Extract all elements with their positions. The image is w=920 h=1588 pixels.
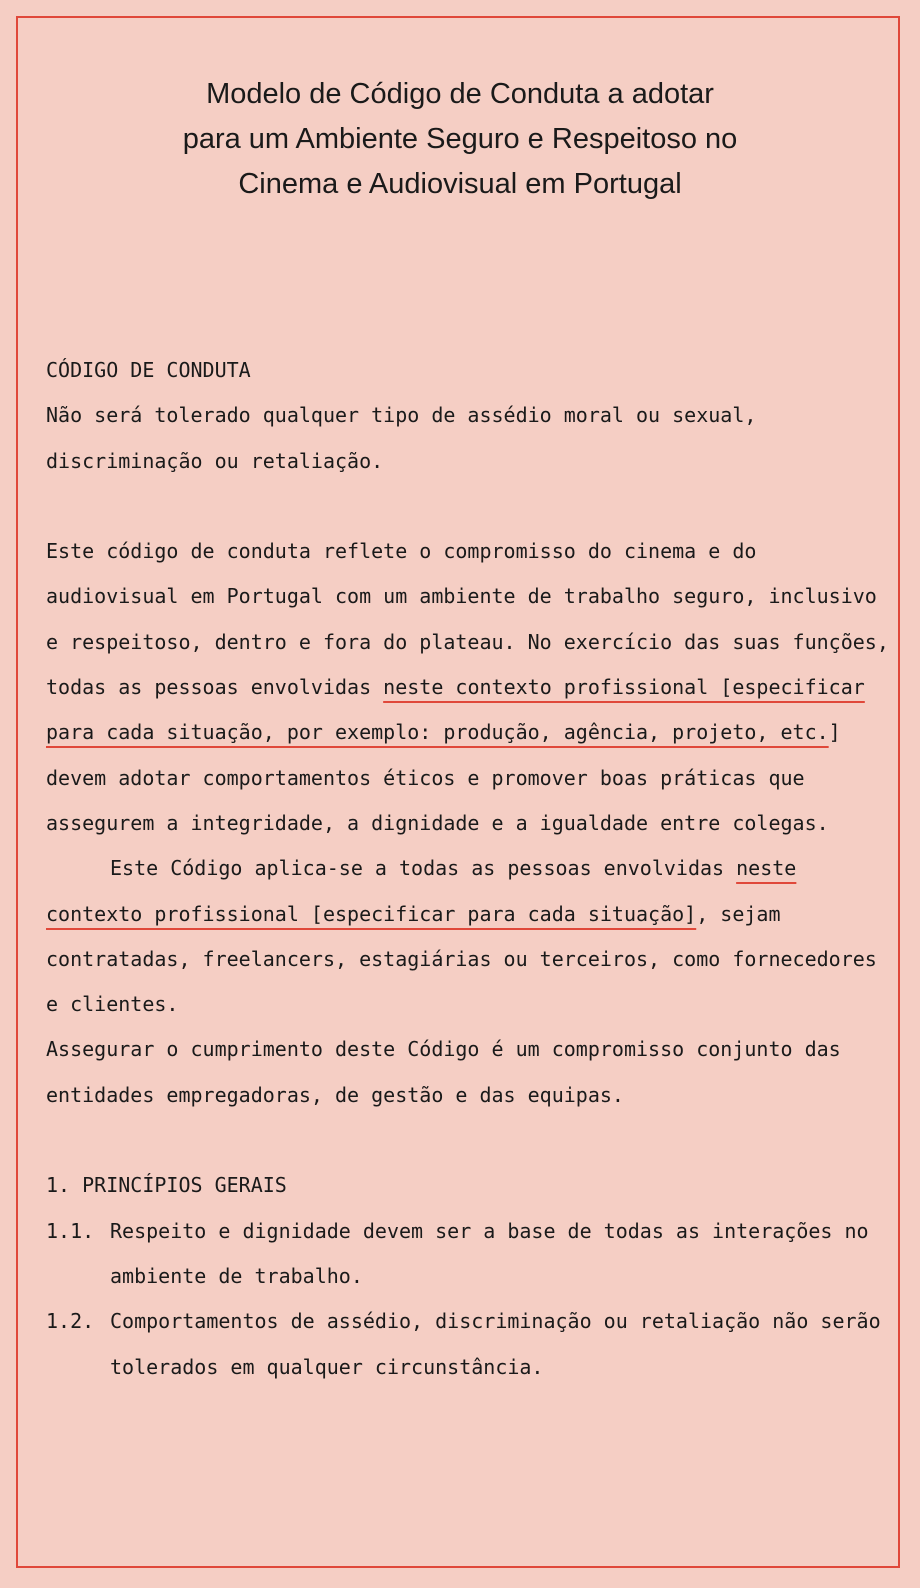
list-item: [46, 1209, 896, 1300]
list-item-number: 1.2.: [46, 1309, 95, 1334]
document-body: [46, 348, 896, 1390]
paragraph-scope: [46, 846, 896, 1027]
list-item-number: 1.1.: [46, 1218, 95, 1243]
paragraph-text: , sejam contratadas, freelancers, estagiárias ou terceiros, como fornecedores e clientes.: [46, 901, 877, 1017]
placeholder-underlined-text: neste contexto profissional [especificar para cada situação]: [46, 856, 797, 926]
spacer: [46, 1118, 896, 1163]
list-item-text: Comportamentos de assédio, discriminação ou retaliação não serão tolerados em qualquer circunstância.: [110, 1309, 881, 1379]
placeholder-underlined-text: neste contexto profissional [especificar para cada situação, por exemplo: produção, agência, projeto, etc.: [46, 675, 865, 745]
paragraph-text: Este Código aplica-se a todas as pessoas envolvidas: [110, 856, 737, 881]
document-title: Modelo de Código de Conduta a adotar para um Ambiente Seguro e Respeitoso no Cinema e Audiovisual em Portugal: [182, 78, 738, 200]
intro-statement: Não será tolerado qualquer tipo de assédio moral ou sexual, discriminação ou retaliação.: [46, 403, 757, 473]
paragraph-commitment: [46, 529, 896, 846]
section-heading-general-principles: 1. PRINCÍPIOS GERAIS: [46, 1173, 287, 1198]
paragraph-text: ] devem adotar comportamentos éticos e promover boas práticas que assegurem a integridade, a dignidade e a igualdade entre colegas.: [46, 720, 841, 835]
paragraph-text: Este código de conduta reflete o compromisso do cinema e do audiovisual em Portugal com um ambiente de trabalho seguro, inclusivo e respeitoso, dentro e fora do plateau. No exercício das suas funções, todas as pessoas envolvidas: [46, 539, 889, 700]
paragraph-compliance: Assegurar o cumprimento deste Código é um compromisso conjunto das entidades empregadoras, de gestão e das equipas.: [46, 1037, 841, 1107]
spacer: [46, 484, 896, 529]
list-item-text: Respeito e dignidade devem ser a base de todas as interações no ambiente de trabalho.: [110, 1218, 869, 1288]
list-item: [46, 1299, 896, 1390]
section-heading-code-of-conduct: CÓDIGO DE CONDUTA: [46, 358, 251, 382]
